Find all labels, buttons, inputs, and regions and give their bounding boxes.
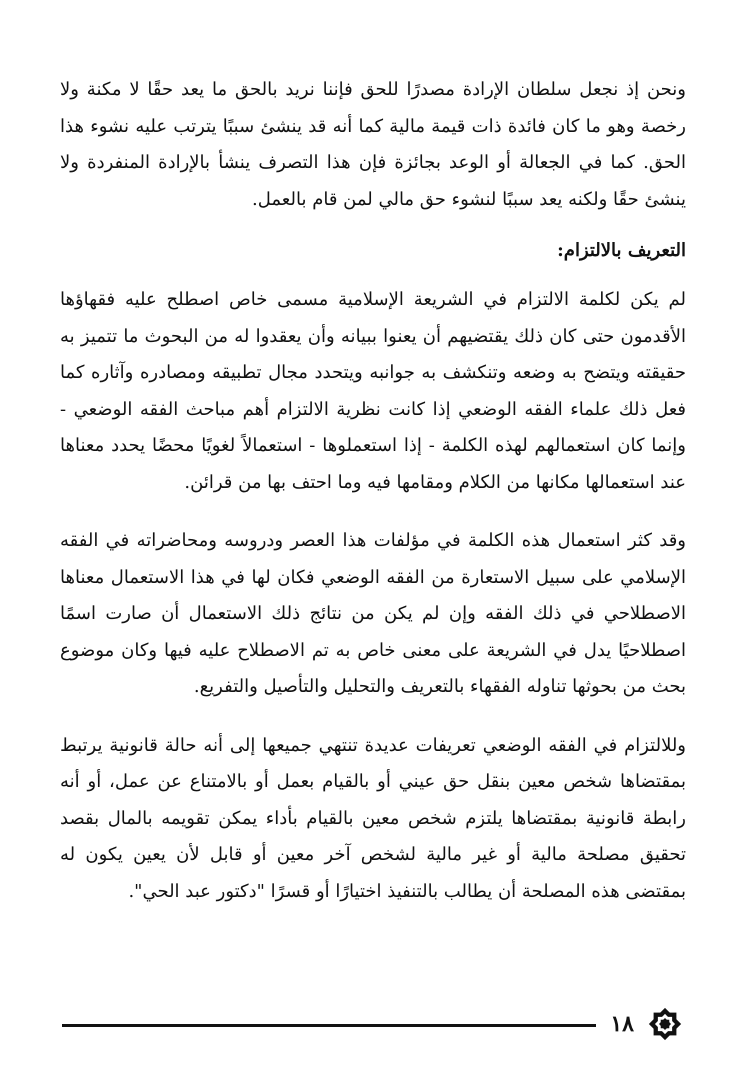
page-number: ١٨	[610, 1011, 634, 1037]
footer-rule	[62, 1024, 596, 1027]
eight-point-star-icon	[646, 1005, 684, 1043]
paragraph-1: ونحن إذ نجعل سلطان الإرادة مصدرًا للحق فإننا نريد بالحق ما يعد حقًا لا مكنة ولا رخصة وهو ما كان فائدة ذات قيمة مالية كما أنه قد ينشئ سببًا يترتب عليه نشوء هذا الحق. كما في الجعالة أو الوعد بجائزة فإن هذا التصرف ينشأ بالإرادة المنفردة ولا ينشئ حقًا ولكنه يعد سببًا لنشوء حق مالي لمن قام بالعمل.	[60, 79, 686, 210]
paragraph-2: لم يكن لكلمة الالتزام في الشريعة الإسلامية مسمى خاص اصطلح عليه فقهاؤها الأقدمون حتى كان ذلك يقتضيهم أن يعنوا ببيانه وأن يعقدوا له من البحوث ما تتميز به حقيقته ويتضح به وضعه وتنكشف به جوانبه ويتحدد مجال تطبيقه ومصادره وآثاره كما فعل ذلك علماء الفقه الوضعي إذا كانت نظرية الالتزام أهم مباحث الفقه الوضعي - وإنما كان استعمالهم لهذه الكلمة - إذا استعملوها - استعمالاً لغويًا محضًا يحدد معناها عند استعمالها مكانها من الكلام ومقامها فيه وما احتف بها من قرائن.	[60, 289, 686, 493]
page-body	[60, 72, 686, 910]
paragraph-3: وقد كثر استعمال هذه الكلمة في مؤلفات هذا العصر ودروسه ومحاضراته في الفقه الإسلامي على سبيل الاستعارة من الفقه الوضعي فكان لها في هذا الاستعمال معناها الاصطلاحي في ذلك الفقه وإن لم يكن من نتائج ذلك الاستعمال أن صارت اسمًا اصطلاحيًا يدل في الشريعة على معنى خاص به تم الاصطلاح عليه فيها وكان موضوع بحث من بحوثها تناوله الفقهاء بالتعريف والتحليل والتأصيل والتفريع.	[60, 530, 686, 697]
paragraph-4: وللالتزام في الفقه الوضعي تعريفات عديدة تنتهي جميعها إلى أنه حالة قانونية يرتبط بمقتضاها شخص معين بنقل حق عيني أو بالقيام بعمل أو بالامتناع عن عمل، أو أنه رابطة قانونية بمقتضاها يلتزم شخص معين بالقيام بأداء يمكن تقويمه بالمال بقصد تحقيق مصلحة مالية أو غير مالية لشخص آخر معين أو قابل لأن يعين يكون له بمقتضى هذه المصلحة أن يطالب بالتنفيذ اختيارًا أو قسرًا "دكتور عبد الحي".	[60, 734, 686, 902]
section-heading: التعريف بالالتزام:	[557, 240, 686, 261]
page-footer	[62, 1004, 684, 1044]
